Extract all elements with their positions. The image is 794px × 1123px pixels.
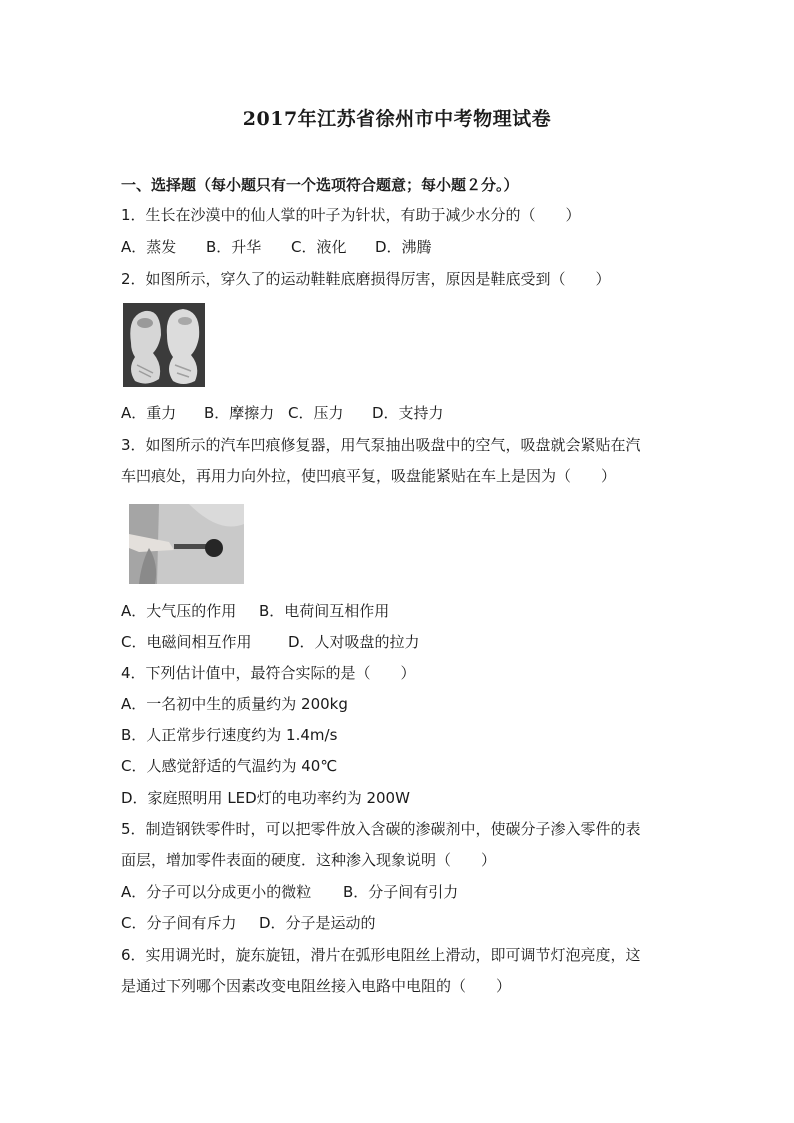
q1-option-b: B．升华	[206, 238, 262, 256]
question-1-options	[121, 238, 432, 256]
q4-option-b: B．人正常步行速度约为 1.4m/s	[121, 726, 338, 744]
question-6-stem-line-1: 6．实用调光时，旋东旋钮，滑片在弧形电阻丝上滑动，即可调节灯泡亮度，这	[121, 946, 641, 964]
q5-option-a: A．分子可以分成更小的微粒	[121, 883, 312, 901]
question-1-stem: 1．生长在沙漠中的仙人掌的叶子为针状，有助于减少水分的（ ）	[121, 206, 581, 224]
q3-option-b: B．电荷间互相作用	[259, 602, 390, 620]
question-4-stem: 4．下列估计值中，最符合实际的是（ ）	[121, 664, 416, 682]
q2-option-a: A．重力	[121, 404, 177, 422]
question-3-stem-line-1: 3．如图所示的汽车凹痕修复器，用气泵抽出吸盘中的空气，吸盘就会紧贴在汽	[121, 436, 641, 454]
q1-option-c: C．液化	[291, 238, 347, 256]
q1-option-d: D．沸腾	[375, 238, 432, 256]
page-title: 2017年江苏省徐州市中考物理试卷	[242, 108, 552, 130]
question-3-options-row-1	[121, 602, 389, 620]
q4-option-d: D．家庭照明用 LED灯的电功率约为 200W	[121, 789, 410, 807]
q4-option-a: A．一名初中生的质量约为 200kg	[121, 695, 348, 713]
section-heading: 一、选择题（每小题只有一个选项符合题意；每小题２分。）	[121, 176, 519, 194]
q3-option-d: D．人对吸盘的拉力	[288, 633, 420, 651]
q4-option-c: C．人感觉舒适的气温约为 40℃	[121, 757, 338, 775]
question-2-options	[121, 404, 444, 422]
question-5-options-row-1	[121, 883, 458, 901]
question-5-options-row-2	[121, 914, 376, 932]
q2-option-c: C．压力	[288, 404, 344, 422]
q1-option-a: A．蒸发	[121, 238, 177, 256]
q2-option-d: D．支持力	[372, 404, 444, 422]
q5-option-b: B．分子间有引力	[343, 883, 459, 901]
worn-shoe-soles-photo	[123, 303, 205, 387]
q2-option-b: B．摩擦力	[204, 404, 275, 422]
q3-option-c: C．电磁间相互作用	[121, 633, 252, 651]
question-2-stem: 2．如图所示，穿久了的运动鞋鞋底磨损得厉害，原因是鞋底受到（ ）	[121, 270, 611, 288]
dent-repair-tool-photo	[129, 504, 244, 584]
q3-option-a: A．大气压的作用	[121, 602, 237, 620]
question-6-stem-line-2: 是通过下列哪个因素改变电阻丝接入电路中电阻的（ ）	[121, 977, 512, 995]
q5-option-c: C．分子间有斥力	[121, 914, 237, 932]
question-5-stem-line-1: 5．制造钢铁零件时，可以把零件放入含碳的渗碳剂中，使碳分子渗入零件的表	[121, 820, 641, 838]
question-3-options-row-2	[121, 633, 420, 651]
q5-option-d: D．分子是运动的	[259, 914, 376, 932]
question-3-stem-line-2: 车凹痕处，再用力向外拉，使凹痕平复，吸盘能紧贴在车上是因为（ ）	[121, 467, 617, 485]
question-5-stem-line-2: 面层，增加零件表面的硬度．这种渗入现象说明（ ）	[121, 851, 497, 869]
